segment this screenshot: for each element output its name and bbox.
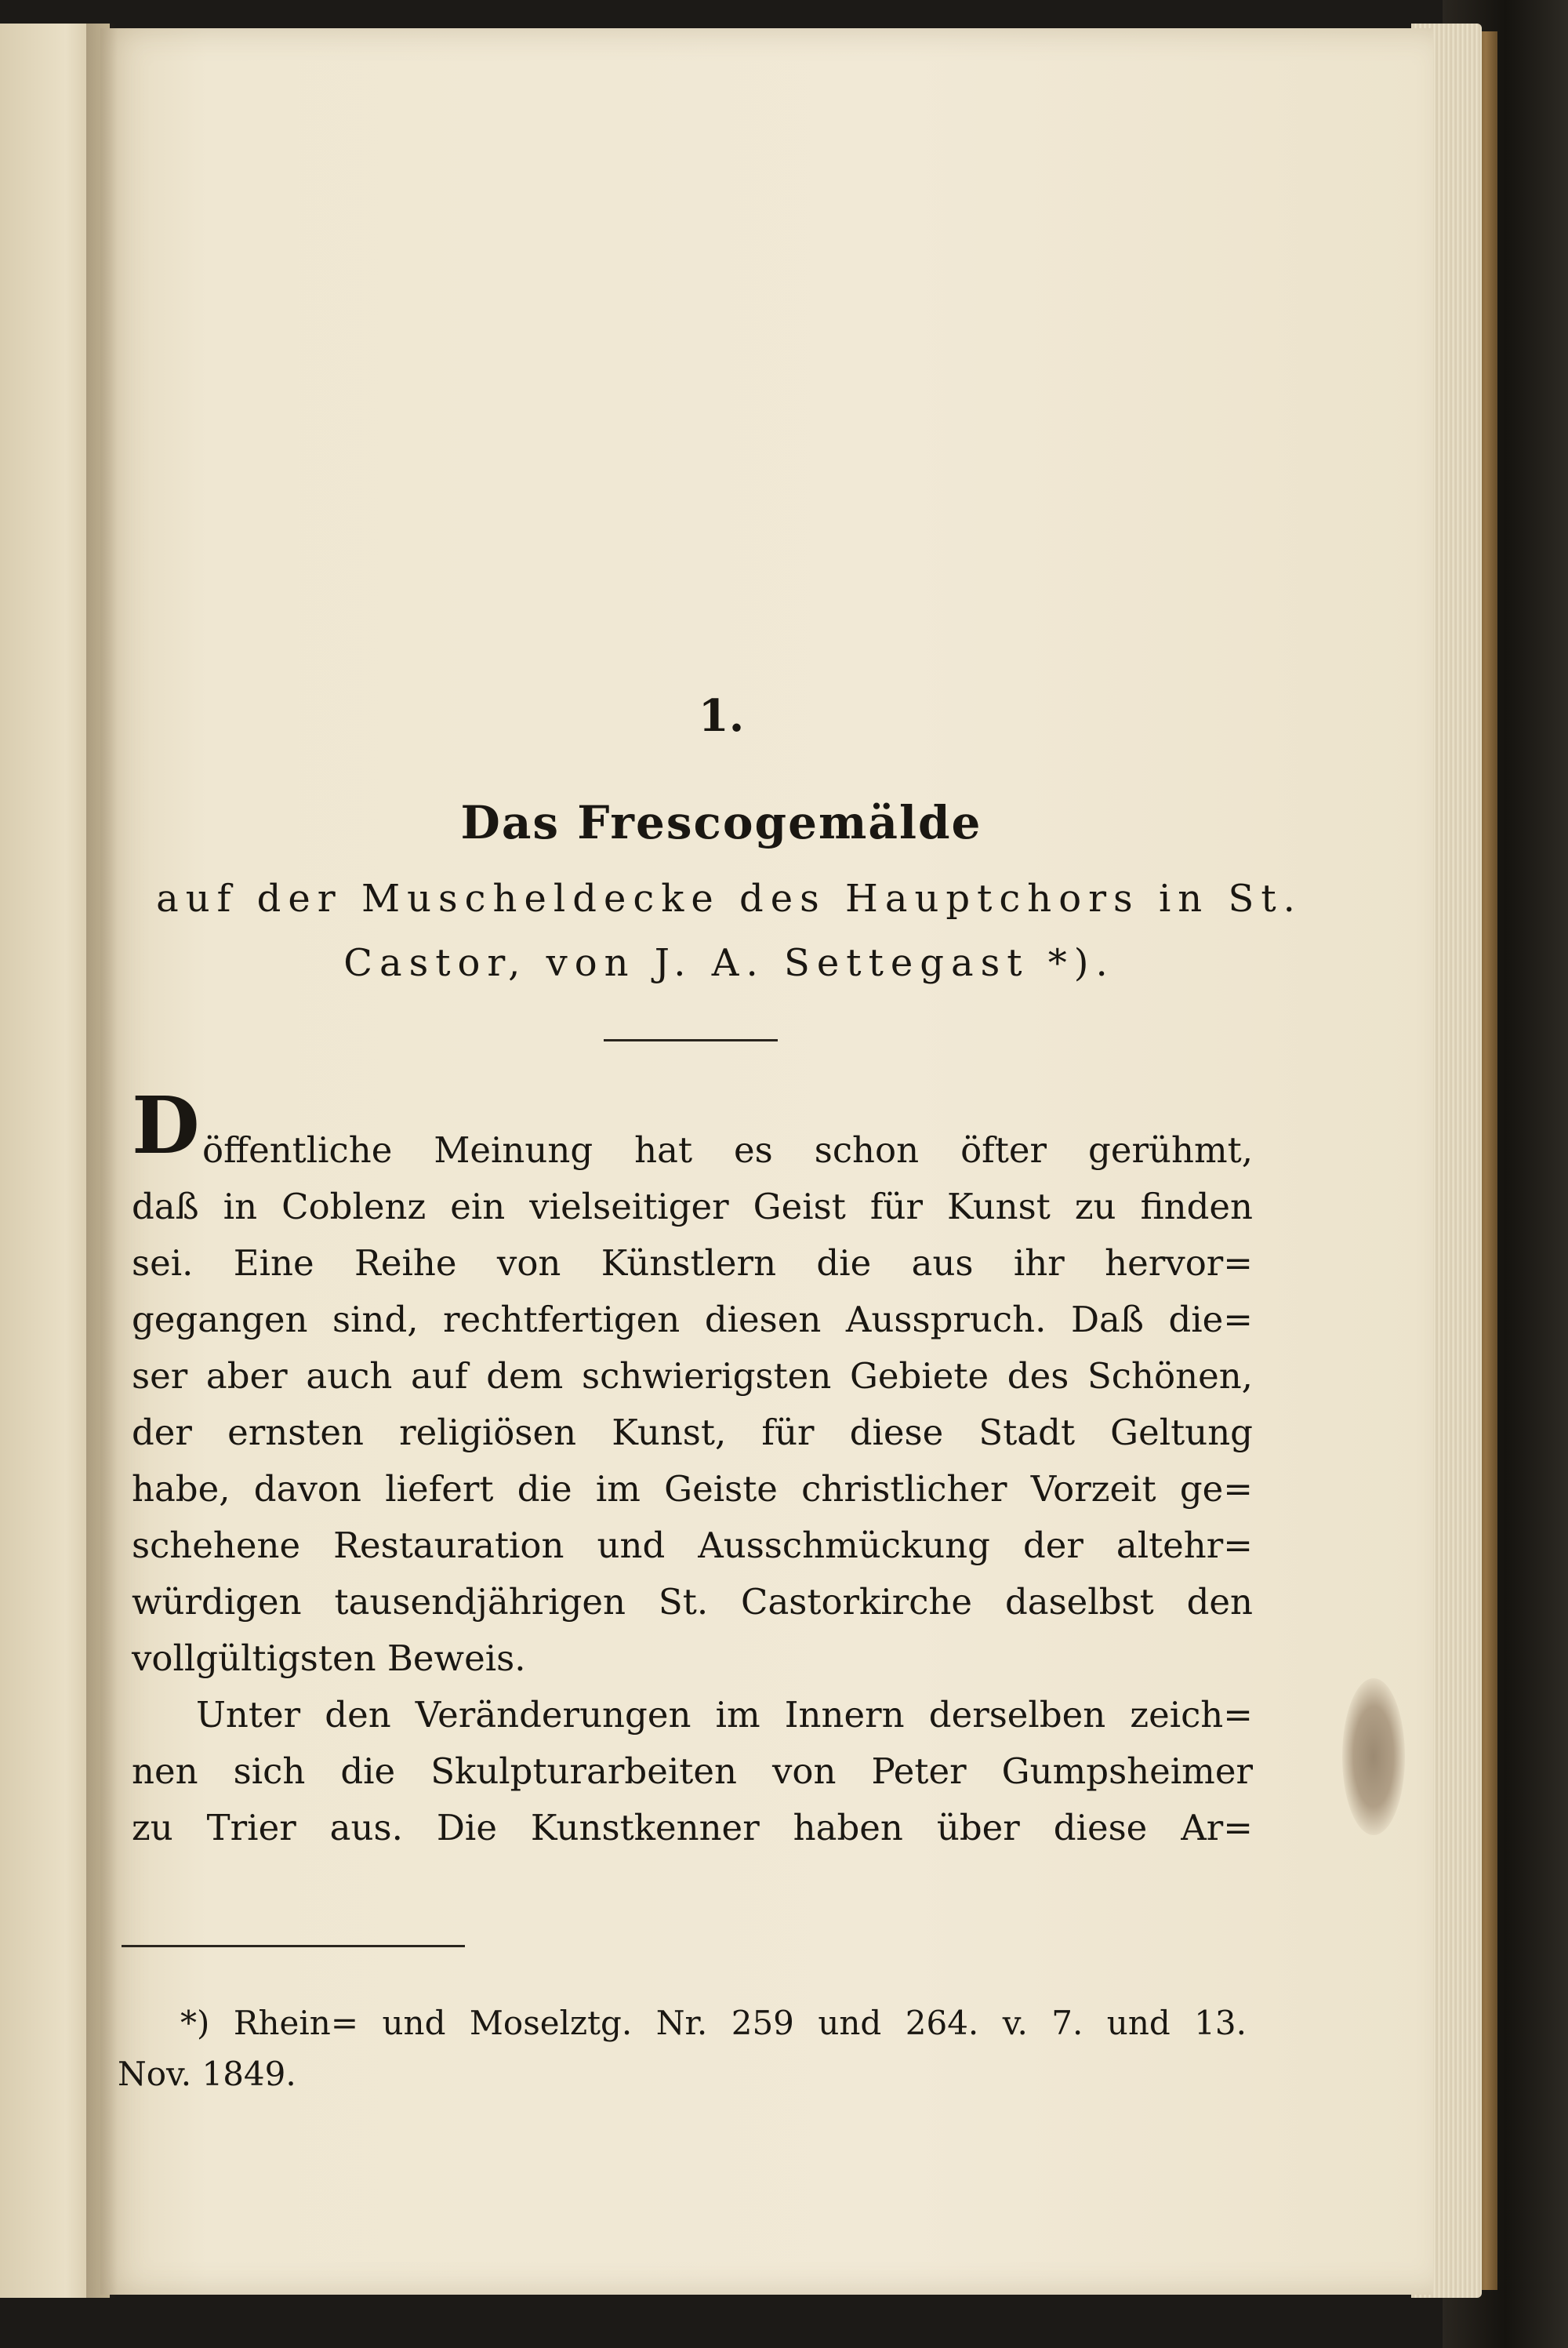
footnote-line: *) Rhein= und Moselztg. Nr. 259 und 264. v. 7. und 13. <box>180 2004 1247 2042</box>
body-line: der ernsten religiösen Kunst, für diese Stadt Geltung <box>132 1412 1253 1453</box>
gutter-shadow <box>86 24 118 2298</box>
body-line: Unter den Veränderungen im Innern derselben zeich= <box>196 1694 1253 1736</box>
body-line: habe, davon liefert die im Geiste christlicher Vorzeit ge= <box>132 1468 1253 1510</box>
body-line: nen sich die Skulpturarbeiten von Peter Gumpsheimer <box>132 1750 1253 1792</box>
body-line: daß in Coblenz ein vielseitiger Geist für Kunst zu finden <box>132 1186 1253 1227</box>
chapter-title: Das Frescogemälde <box>460 796 982 849</box>
subtitle-line: auf der Muscheldecke des Hauptchors in St. <box>156 877 1302 921</box>
body-line: schehene Restauration und Ausschmückung der altehr= <box>132 1525 1253 1566</box>
body-line: ser aber auch auf dem schwierigsten Gebiete des Schönen, <box>132 1355 1253 1397</box>
drop-cap: D <box>132 1079 200 1172</box>
footnote-divider <box>122 1945 465 1947</box>
title-divider <box>604 1039 778 1041</box>
subtitle-line: Castor, von J. A. Settegast *). <box>343 941 1115 985</box>
body-line: würdigen tausendjährigen St. Castorkirche daselbst den <box>132 1581 1253 1623</box>
body-line: öffentliche Meinung hat es schon öfter gerühmt, <box>202 1129 1253 1171</box>
body-line: vollgültigsten Beweis. <box>132 1637 526 1679</box>
body-line: sei. Eine Reihe von Künstlern die aus ihr hervor= <box>132 1242 1253 1284</box>
stain <box>1342 1678 1405 1835</box>
body-line: gegangen sind, rechtfertigen diesen Ausspruch. Daß die= <box>132 1299 1253 1340</box>
footnote-line: Nov. 1849. <box>118 2055 296 2093</box>
chapter-number: 1. <box>698 690 745 742</box>
body-line: zu Trier aus. Die Kunstkenner haben über diese Ar= <box>132 1807 1253 1848</box>
